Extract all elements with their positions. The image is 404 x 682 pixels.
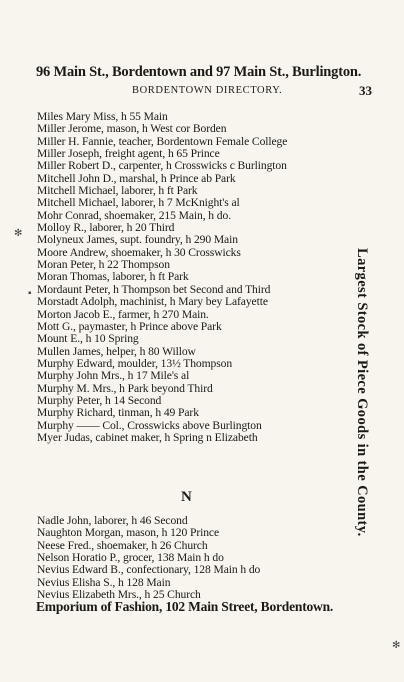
section-letter: N: [181, 489, 192, 505]
directory-entry: Miles Mary Miss, h 55 Main: [37, 110, 168, 123]
directory-entry: Nevius Edward B., confectionary, 128 Main h do: [37, 563, 261, 577]
directory-entry: Nelson Horatio P., grocer, 138 Main h do: [37, 551, 224, 565]
directory-entry: Mott G., paymaster, h Prince above Park: [37, 319, 222, 333]
directory-entry: Nevius Elizabeth Mrs., h 25 Church: [37, 588, 201, 602]
directory-entry: Murphy Edward, moulder, 13½ Thompson: [37, 356, 233, 370]
directory-entry: Moran Peter, h 22 Thompson: [37, 258, 170, 272]
directory-entry: Mitchell John D., marshal, h Prince ab Park: [37, 171, 236, 185]
directory-entry: Miller H. Fannie, teacher, Bordentown Female College: [37, 134, 288, 148]
directory-entry: Nadle John, laborer, h 46 Second: [37, 514, 188, 527]
directory-entry: Nevius Elisha S., h 128 Main: [37, 575, 171, 589]
directory-title: BORDENTOWN DIRECTORY.: [132, 85, 283, 96]
side-advert-banner: Largest Stock of Piece Goods in the County.: [354, 248, 370, 537]
directory-entry: Mohr Conrad, shoemaker, 215 Main, h do.: [37, 208, 231, 222]
directory-entry: Mitchell Michael, laborer, h ft Park: [37, 184, 198, 198]
page-header: [36, 85, 376, 99]
directory-entry: Moore Andrew, shoemaker, h 30 Crosswicks: [37, 245, 241, 259]
directory-entry: Mordaunt Peter, h Thompson bet Second and Third: [37, 282, 271, 296]
printer-mark: ✻: [14, 228, 23, 239]
directory-entry: Miller Joseph, freight agent, h 65 Prince: [37, 147, 220, 161]
directory-entry: Neese Fred., shoemaker, h 26 Church: [37, 538, 208, 552]
directory-entry: Murphy John Mrs., h 17 Mile's al: [37, 369, 190, 383]
directory-entry: Mullen James, helper, h 80 Willow: [37, 344, 196, 358]
top-advert-banner: 96 Main St., Bordentown and 97 Main St., Burlington.: [36, 64, 362, 80]
directory-entry: Miller Robert D., carpenter, h Crosswicks c Burlington: [37, 159, 287, 173]
directory-entry: Naughton Morgan, mason, h 120 Prince: [37, 526, 219, 540]
directory-entry: Murphy —— Col., Crosswicks above Burlington: [37, 418, 262, 432]
printer-mark: ▪: [28, 288, 32, 299]
directory-entry: Moran Thomas, laborer, h ft Park: [37, 270, 189, 284]
printer-mark: ✻: [392, 640, 401, 651]
bottom-advert-banner: Emporium of Fashion, 102 Main Street, Bordentown.: [36, 599, 334, 614]
directory-entry: Murphy Peter, h 14 Second: [37, 393, 162, 407]
directory-entry: Myer Judas, cabinet maker, h Spring n Elizabeth: [37, 430, 258, 444]
directory-entry: Murphy Richard, tinman, h 49 Park: [37, 406, 199, 420]
directory-entry: Murphy M. Mrs., h Park beyond Third: [37, 381, 213, 395]
directory-entry: Mount E., h 10 Spring: [37, 332, 139, 346]
directory-entry: Molyneux James, supt. foundry, h 290 Main: [37, 233, 238, 247]
entries-list-n: [37, 515, 357, 601]
entries-list-m: [37, 111, 357, 444]
directory-entry: Mitchell Michael, laborer, h 7 McKnight's al: [37, 196, 240, 210]
directory-entry: Morton Jacob E., farmer, h 270 Main.: [37, 307, 209, 321]
directory-entry: Miller Jerome, mason, h West cor Borden: [37, 122, 227, 136]
directory-entry: Morstadt Adolph, machinist, h Mary bey Lafayette: [37, 295, 268, 309]
page-number: 33: [359, 83, 372, 98]
directory-entry: Molloy R., laborer, h 20 Third: [37, 221, 175, 235]
